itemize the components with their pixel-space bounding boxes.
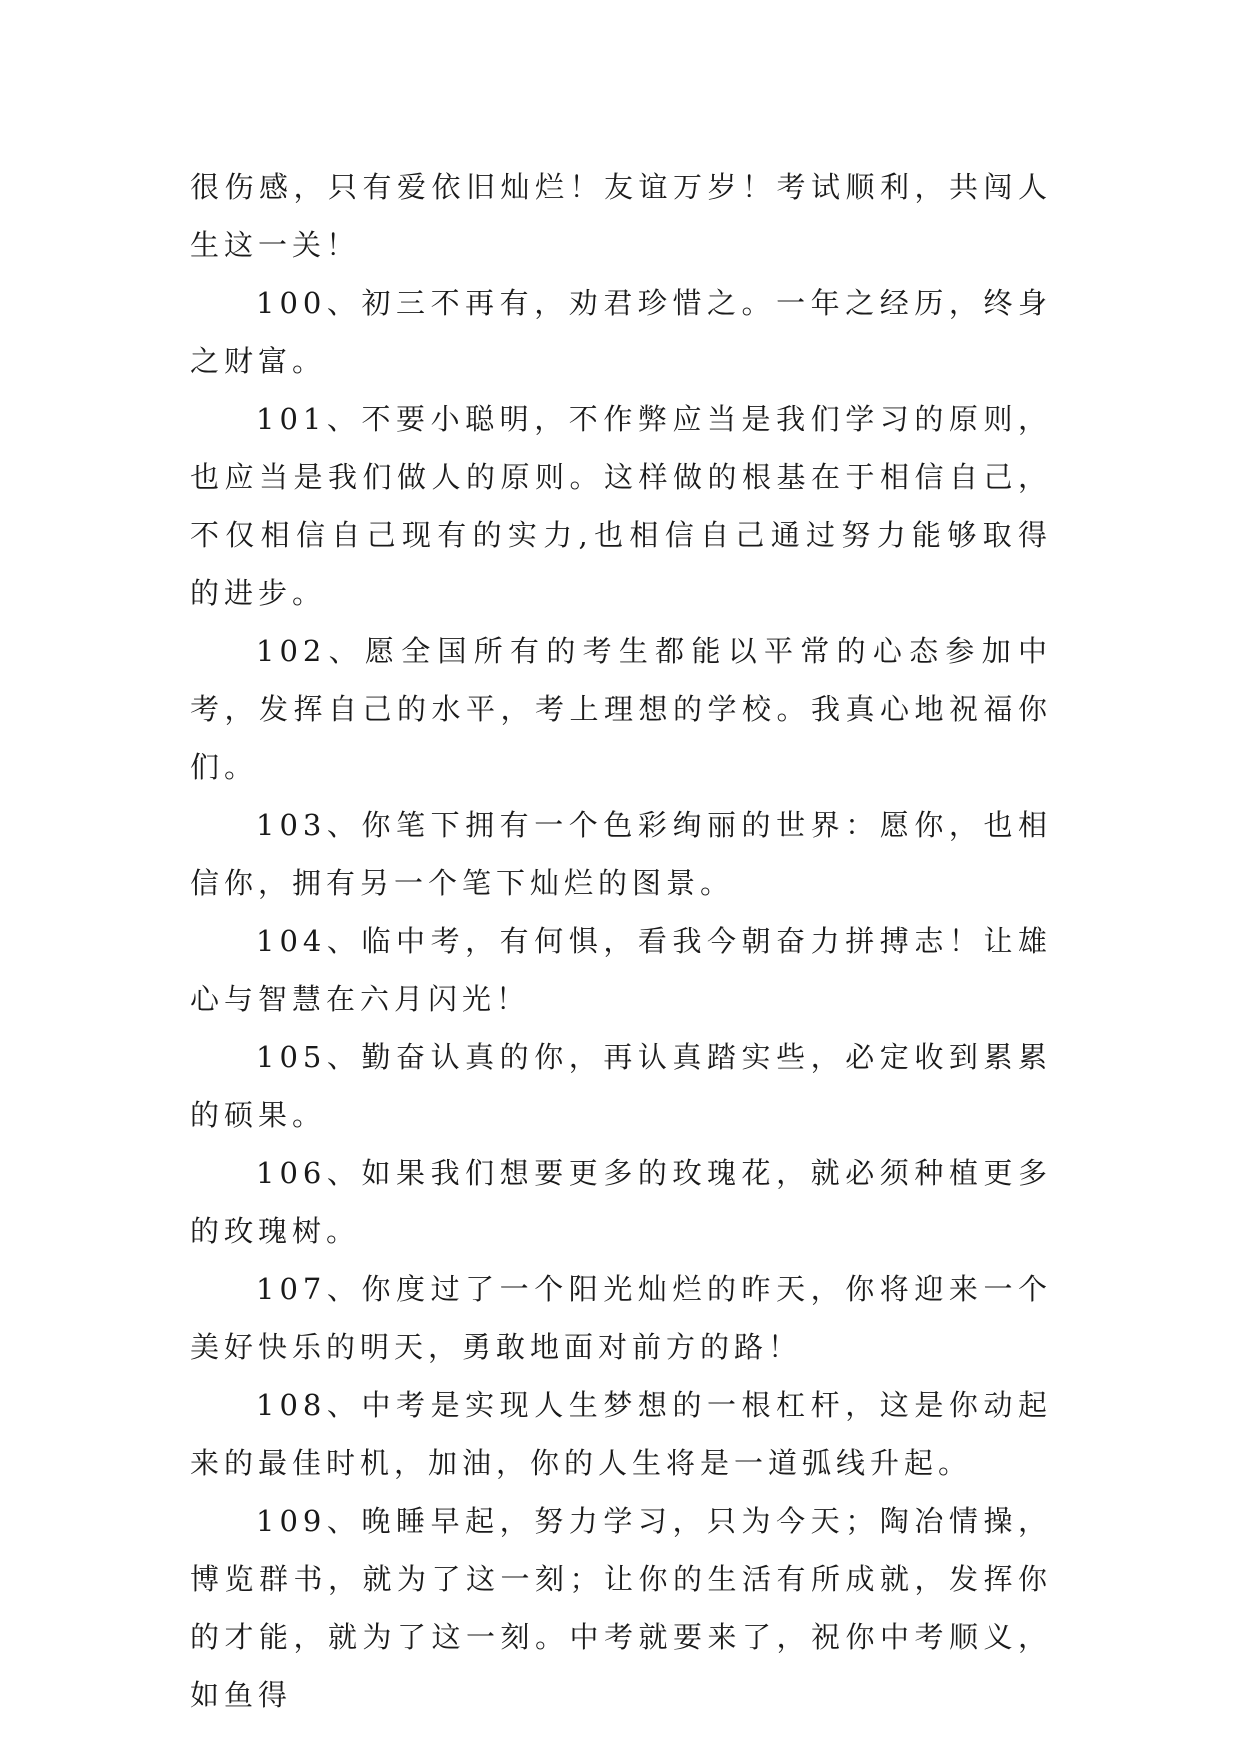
document-body: [190, 158, 1052, 1724]
paragraph-103: 103、你笔下拥有一个色彩绚丽的世界：愿你，也相信你，拥有另一个笔下灿烂的图景。: [190, 808, 1052, 900]
paragraph-102: 102、愿全国所有的考生都能以平常的心态参加中考，发挥自己的水平，考上理想的学校。我真心地祝福你们。: [190, 634, 1052, 784]
paragraph-105: 105、勤奋认真的你，再认真踏实些，必定收到累累的硕果。: [190, 1040, 1052, 1132]
paragraph-continued: 很伤感，只有爱依旧灿烂！友谊万岁！考试顺利，共闯人生这一关！: [190, 170, 1052, 262]
paragraph-104: 104、临中考，有何惧，看我今朝奋力拼搏志！让雄心与智慧在六月闪光！: [190, 924, 1052, 1016]
paragraph-100: 100、初三不再有，劝君珍惜之。一年之经历，终身之财富。: [190, 286, 1052, 378]
paragraph-108: 108、中考是实现人生梦想的一根杠杆，这是你动起来的最佳时机，加油，你的人生将是一道弧线升起。: [190, 1388, 1052, 1480]
paragraph-101: 101、不要小聪明，不作弊应当是我们学习的原则，也应当是我们做人的原则。这样做的根基在于相信自己，不仅相信自己现有的实力,也相信自己通过努力能够取得的进步。: [190, 402, 1052, 610]
paragraph-107: 107、你度过了一个阳光灿烂的昨天，你将迎来一个美好快乐的明天，勇敢地面对前方的路！: [190, 1272, 1052, 1364]
paragraph-106: 106、如果我们想要更多的玫瑰花，就必须种植更多的玫瑰树。: [190, 1156, 1052, 1248]
paragraph-109: 109、晚睡早起，努力学习，只为今天；陶冶情操，博览群书，就为了这一刻；让你的生活有所成就，发挥你的才能，就为了这一刻。中考就要来了，祝你中考顺义，如鱼得: [190, 1504, 1052, 1712]
